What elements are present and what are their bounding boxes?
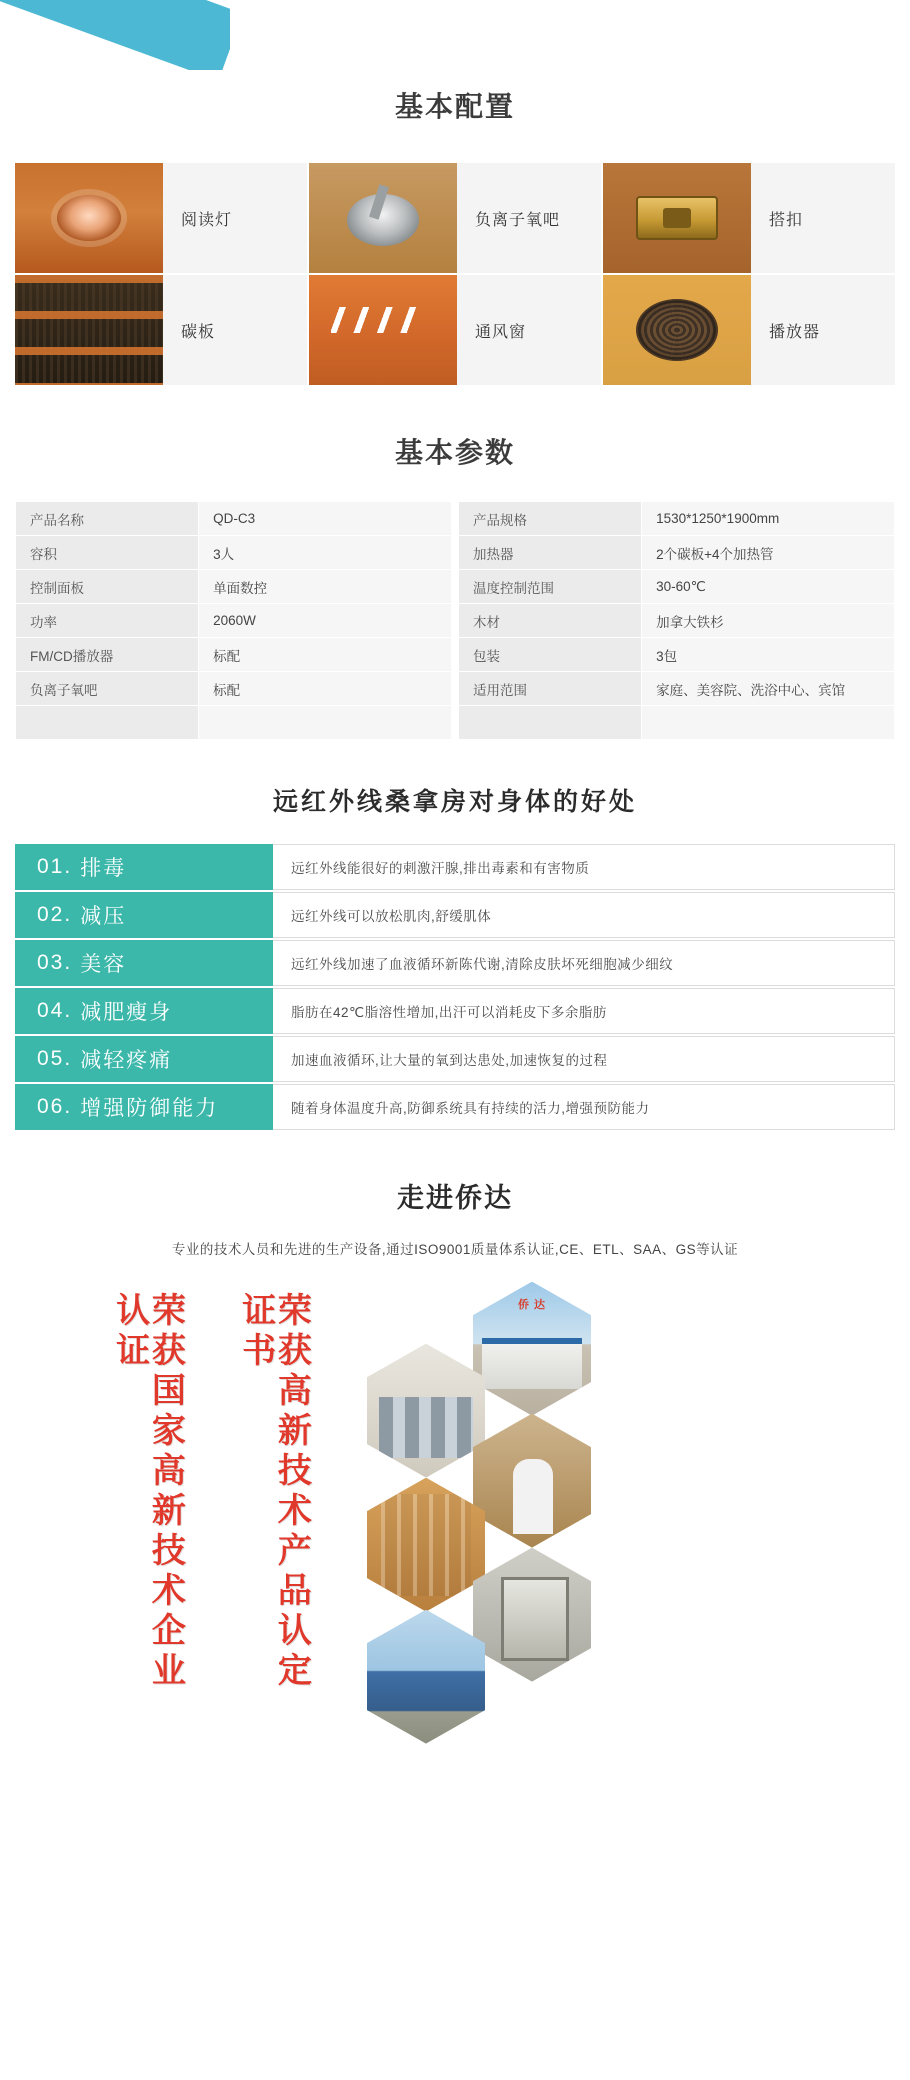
anion-oxygen-bar-photo [309,163,457,273]
param-key: 温度控制范围 [459,570,642,604]
table-row [459,502,895,536]
benefit-heading [15,1084,273,1130]
param-key: 容积 [16,536,199,570]
benefit-description: 远红外线加速了血液循环新陈代谢,清除皮肤坏死细胞减少细纹 [273,940,895,986]
benefit-name: 排毒 [80,857,127,881]
param-value: 2060W [199,604,452,638]
basic-params-title: 基本参数 [394,437,515,469]
feature-item [15,275,307,385]
feature-label: 通风窗 [475,323,527,341]
benefit-number: 04. [37,999,73,1023]
param-key: 适用范围 [459,672,642,706]
benefit-number: 01. [37,855,73,879]
param-value: 加拿大铁杉 [642,604,895,638]
param-value: 家庭、美容院、洗浴中心、宾馆 [642,672,895,706]
benefit-number: 05. [37,1047,73,1071]
table-row [459,570,895,604]
param-key: 加热器 [459,536,642,570]
param-key: FM/CD播放器 [16,638,199,672]
reading-lamp-photo [15,163,163,273]
param-key: 功率 [16,604,199,638]
param-value: 标配 [199,672,452,706]
table-row [459,672,895,706]
benefit-number: 02. [37,903,73,927]
worker-inspecting-photo [473,1414,591,1548]
latch-photo [603,163,751,273]
list-item [15,1084,895,1132]
benefit-number: 06. [37,1095,73,1119]
param-key: 产品规格 [459,502,642,536]
benefit-number: 03. [37,951,73,975]
params-column-left [15,501,452,740]
list-item [15,940,895,988]
table-row [459,638,895,672]
benefit-heading [15,844,273,890]
feature-item [309,275,601,385]
benefit-heading [15,892,273,938]
param-value: 单面数控 [199,570,452,604]
benefit-name: 美容 [80,953,127,977]
table-row [16,604,452,638]
company-subtitle: 专业的技术人员和先进的生产设备,通过ISO9001质量体系认证,CE、ETL、SAA、GS等认证 [171,1241,739,1257]
benefit-description: 脂肪在42℃脂溶性增加,出汗可以消耗皮下多余脂肪 [273,988,895,1034]
table-row [16,536,452,570]
param-value: QD-C3 [199,502,452,536]
feature-label: 播放器 [769,323,821,341]
company-gallery [15,1280,895,1700]
list-item [15,892,895,940]
param-value: 2个碳板+4个加热管 [642,536,895,570]
feature-item [309,163,601,273]
factory-sign-text: 侨 达 [517,1298,547,1311]
benefit-heading [15,988,273,1034]
feature-label: 负离子氧吧 [475,211,561,229]
table-row [16,638,452,672]
benefit-description: 远红外线可以放松肌肉,舒缓肌体 [273,892,895,938]
param-value: 3包 [642,638,895,672]
carbon-panel-photo [15,275,163,385]
benefit-description: 随着身体温度升高,防御系统具有持续的活力,增强预防能力 [273,1084,895,1130]
benefit-heading [15,940,273,986]
ventilation-window-photo [309,275,457,385]
wood-room-photo [367,1478,485,1612]
param-key: 控制面板 [16,570,199,604]
feature-item [603,163,895,273]
benefit-heading [15,1036,273,1082]
param-value: 3人 [199,536,452,570]
table-row [459,604,895,638]
param-key [16,706,199,740]
table-row [16,570,452,604]
benefit-name: 减轻疼痛 [80,1049,173,1073]
param-value [642,706,895,740]
feature-item [15,163,307,273]
office-interior-photo [367,1344,485,1478]
woodworking-machine-photo [473,1548,591,1682]
table-row [16,672,452,706]
params-table-wrapper [15,501,895,740]
benefit-description: 加速血液循环,让大量的氧到达患处,加速恢复的过程 [273,1036,895,1082]
table-row [459,536,895,570]
feature-label: 阅读灯 [181,211,233,229]
hex-photo-cluster [355,1280,685,1700]
speaker-photo [603,275,751,385]
benefits-title: 远红外线桑拿房对身体的好处 [272,788,637,817]
param-key: 包装 [459,638,642,672]
list-item [15,844,895,892]
params-table-left [15,501,452,740]
benefits-list [15,844,895,1132]
params-table-right [458,501,895,740]
feature-item [603,275,895,385]
table-row-empty [459,706,895,740]
certificate-text-product: 荣获高新技术产品认定证书 [236,1291,311,1692]
benefit-name: 减压 [80,905,127,929]
table-row [16,502,452,536]
param-key: 产品名称 [16,502,199,536]
table-row-empty [16,706,452,740]
benefit-description: 远红外线能很好的刺激汗腺,排出毒素和有害物质 [273,844,895,890]
list-item [15,1036,895,1084]
param-value: 标配 [199,638,452,672]
basic-config-title: 基本配置 [394,91,515,123]
company-title: 走进侨达 [397,1183,513,1214]
params-column-right [458,501,895,740]
feature-label: 碳板 [181,323,216,341]
param-key: 木材 [459,604,642,638]
list-item [15,988,895,1036]
factory-aerial-photo [367,1610,485,1744]
certificate-text-national: 荣获国家高新技术企业认证 [110,1291,185,1692]
feature-label: 搭扣 [769,211,804,229]
param-key [459,706,642,740]
param-value: 30-60℃ [642,570,895,604]
feature-grid [15,163,895,385]
benefit-name: 增强防御能力 [80,1097,219,1121]
param-key: 负离子氧吧 [16,672,199,706]
param-value: 1530*1250*1900mm [642,502,895,536]
benefit-name: 减肥瘦身 [80,1001,173,1025]
param-value [199,706,452,740]
